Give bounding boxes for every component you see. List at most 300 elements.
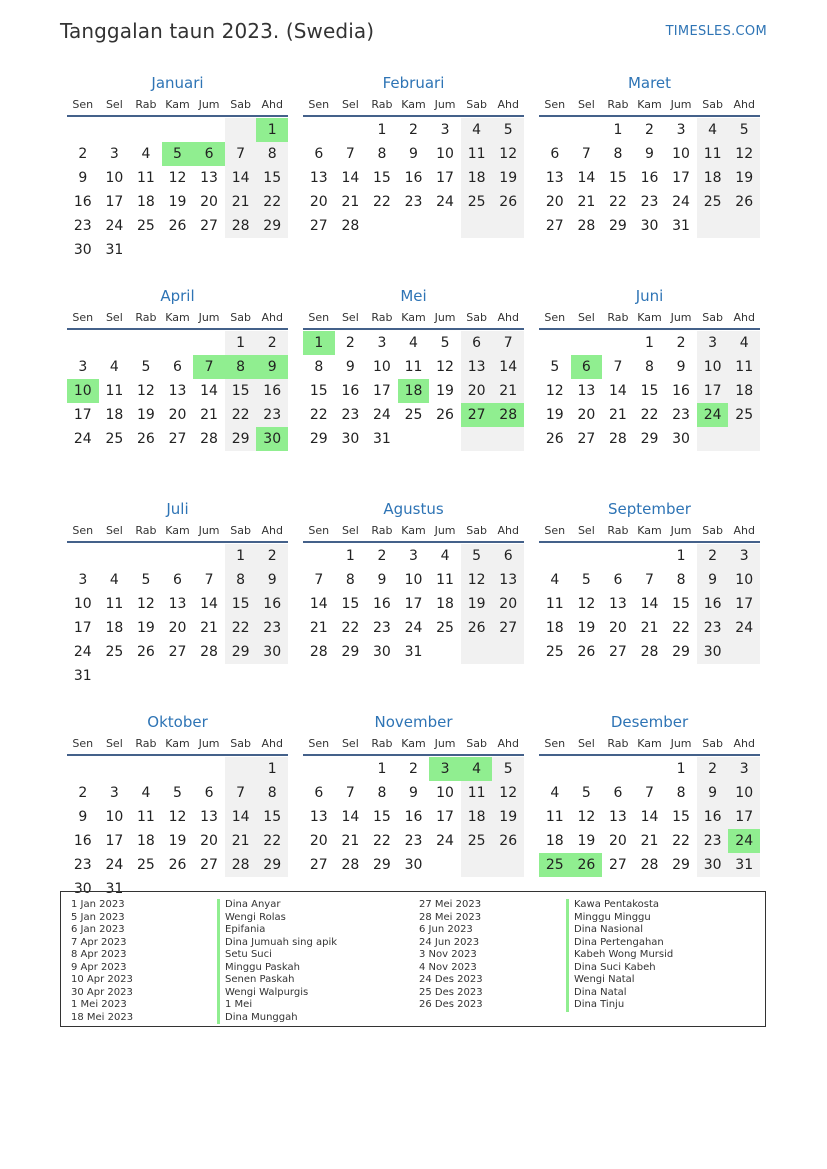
- day-cell[interactable]: 1: [645, 335, 654, 351]
- day-cell[interactable]: 23: [672, 407, 690, 423]
- day-cell[interactable]: 12: [168, 809, 187, 825]
- day-cell[interactable]: 5: [141, 572, 151, 588]
- day-cell[interactable]: 6: [173, 359, 182, 375]
- day-cell[interactable]: 6: [492, 544, 524, 568]
- day-cell[interactable]: 12: [545, 383, 564, 399]
- day-cell[interactable]: 14: [341, 170, 360, 186]
- day-cell[interactable]: 27: [168, 431, 187, 447]
- day-cell[interactable]: 15: [640, 383, 659, 399]
- day-cell[interactable]: 21: [609, 407, 627, 423]
- holiday-day-cell[interactable]: 24: [728, 829, 760, 853]
- day-cell[interactable]: 19: [545, 407, 564, 423]
- day-cell[interactable]: 23: [256, 616, 288, 640]
- day-cell[interactable]: 14: [640, 809, 659, 825]
- day-cell[interactable]: 28: [200, 431, 218, 447]
- day-cell[interactable]: 27: [200, 218, 218, 234]
- day-cell[interactable]: 21: [640, 620, 659, 636]
- day-cell[interactable]: 27: [545, 218, 564, 234]
- day-cell[interactable]: 5: [728, 118, 760, 142]
- day-cell[interactable]: 9: [409, 785, 418, 801]
- day-cell[interactable]: 14: [200, 596, 218, 612]
- day-cell[interactable]: 5: [440, 335, 450, 351]
- day-cell[interactable]: 5: [581, 572, 591, 588]
- day-cell[interactable]: 10: [436, 785, 454, 801]
- day-cell[interactable]: 2: [676, 335, 686, 351]
- day-cell[interactable]: 16: [404, 809, 423, 825]
- day-cell[interactable]: 3: [676, 122, 686, 138]
- day-cell[interactable]: 14: [640, 596, 659, 612]
- day-cell[interactable]: 3: [697, 331, 729, 355]
- day-cell[interactable]: 21: [225, 829, 257, 853]
- day-cell[interactable]: 15: [373, 170, 391, 186]
- day-cell[interactable]: 7: [645, 572, 654, 588]
- day-cell[interactable]: 9: [377, 572, 387, 588]
- day-cell[interactable]: 4: [109, 359, 119, 375]
- day-cell[interactable]: 18: [137, 833, 155, 849]
- day-cell[interactable]: 14: [225, 166, 257, 190]
- holiday-day-cell[interactable]: 9: [256, 355, 288, 379]
- day-cell[interactable]: 30: [640, 218, 659, 234]
- day-cell[interactable]: 3: [377, 335, 387, 351]
- day-cell[interactable]: 31: [373, 431, 391, 447]
- day-cell[interactable]: 2: [409, 122, 418, 138]
- day-cell[interactable]: 29: [672, 857, 690, 873]
- day-cell[interactable]: 4: [141, 785, 151, 801]
- day-cell[interactable]: 16: [672, 383, 690, 399]
- day-cell[interactable]: 21: [225, 190, 257, 214]
- day-cell[interactable]: 8: [676, 785, 686, 801]
- day-cell[interactable]: 25: [137, 218, 155, 234]
- day-cell[interactable]: 15: [225, 592, 257, 616]
- day-cell[interactable]: 18: [461, 805, 493, 829]
- day-cell[interactable]: 21: [200, 620, 218, 636]
- day-cell[interactable]: 13: [309, 809, 328, 825]
- day-cell[interactable]: 24: [105, 218, 124, 234]
- day-cell[interactable]: 19: [577, 620, 596, 636]
- day-cell[interactable]: 26: [137, 644, 155, 660]
- day-cell[interactable]: 27: [609, 644, 627, 660]
- day-cell[interactable]: 26: [168, 857, 187, 873]
- day-cell[interactable]: 23: [404, 194, 423, 210]
- day-cell[interactable]: 1: [345, 548, 355, 564]
- day-cell[interactable]: 14: [309, 596, 328, 612]
- holiday-day-cell[interactable]: 27: [461, 403, 493, 427]
- day-cell[interactable]: 3: [728, 544, 760, 568]
- day-cell[interactable]: 20: [200, 194, 218, 210]
- day-cell[interactable]: 26: [492, 829, 524, 853]
- day-cell[interactable]: 30: [404, 857, 423, 873]
- day-cell[interactable]: 26: [461, 616, 493, 640]
- day-cell[interactable]: 10: [728, 568, 760, 592]
- day-cell[interactable]: 3: [409, 548, 418, 564]
- day-cell[interactable]: 29: [256, 214, 288, 238]
- day-cell[interactable]: 13: [200, 809, 218, 825]
- day-cell[interactable]: 17: [105, 194, 124, 210]
- day-cell[interactable]: 2: [256, 331, 288, 355]
- day-cell[interactable]: 22: [609, 194, 627, 210]
- day-cell[interactable]: 17: [373, 383, 391, 399]
- day-cell[interactable]: 18: [461, 166, 493, 190]
- day-cell[interactable]: 23: [73, 857, 92, 873]
- day-cell[interactable]: 29: [341, 644, 360, 660]
- day-cell[interactable]: 22: [256, 190, 288, 214]
- day-cell[interactable]: 17: [436, 170, 454, 186]
- day-cell[interactable]: 23: [73, 218, 92, 234]
- day-cell[interactable]: 20: [168, 407, 187, 423]
- day-cell[interactable]: 6: [613, 572, 623, 588]
- day-cell[interactable]: 19: [461, 592, 493, 616]
- day-cell[interactable]: 30: [697, 640, 729, 664]
- day-cell[interactable]: 4: [728, 331, 760, 355]
- day-cell[interactable]: 22: [373, 194, 391, 210]
- day-cell[interactable]: 10: [672, 146, 690, 162]
- day-cell[interactable]: 10: [404, 572, 423, 588]
- day-cell[interactable]: 11: [105, 596, 124, 612]
- day-cell[interactable]: 19: [577, 833, 596, 849]
- day-cell[interactable]: 6: [314, 146, 324, 162]
- day-cell[interactable]: 25: [436, 620, 454, 636]
- day-cell[interactable]: 5: [461, 544, 493, 568]
- day-cell[interactable]: 8: [645, 359, 654, 375]
- day-cell[interactable]: 26: [168, 218, 187, 234]
- holiday-day-cell[interactable]: 6: [193, 142, 225, 166]
- holiday-day-cell[interactable]: 10: [67, 379, 99, 403]
- day-cell[interactable]: 13: [577, 383, 596, 399]
- day-cell[interactable]: 1: [256, 757, 288, 781]
- day-cell[interactable]: 3: [78, 572, 88, 588]
- day-cell[interactable]: 8: [256, 781, 288, 805]
- day-cell[interactable]: 6: [173, 572, 182, 588]
- day-cell[interactable]: 11: [137, 170, 155, 186]
- day-cell[interactable]: 14: [577, 170, 596, 186]
- day-cell[interactable]: 21: [309, 620, 328, 636]
- day-cell[interactable]: 22: [373, 833, 391, 849]
- day-cell[interactable]: 10: [373, 359, 391, 375]
- day-cell[interactable]: 11: [728, 355, 760, 379]
- day-cell[interactable]: 3: [109, 785, 119, 801]
- day-cell[interactable]: 22: [225, 616, 257, 640]
- day-cell[interactable]: 19: [137, 620, 155, 636]
- day-cell[interactable]: 4: [550, 785, 560, 801]
- day-cell[interactable]: 26: [545, 431, 564, 447]
- day-cell[interactable]: 22: [309, 407, 328, 423]
- day-cell[interactable]: 2: [78, 785, 88, 801]
- day-cell[interactable]: 20: [200, 833, 218, 849]
- day-cell[interactable]: 11: [105, 383, 124, 399]
- day-cell[interactable]: 20: [168, 620, 187, 636]
- day-cell[interactable]: 4: [440, 548, 450, 564]
- day-cell[interactable]: 1: [377, 122, 387, 138]
- day-cell[interactable]: 27: [200, 857, 218, 873]
- day-cell[interactable]: 1: [225, 331, 257, 355]
- day-cell[interactable]: 31: [404, 644, 423, 660]
- day-cell[interactable]: 31: [672, 218, 690, 234]
- day-cell[interactable]: 24: [373, 407, 391, 423]
- day-cell[interactable]: 27: [309, 218, 328, 234]
- day-cell[interactable]: 6: [461, 331, 493, 355]
- day-cell[interactable]: 13: [309, 170, 328, 186]
- day-cell[interactable]: 10: [436, 146, 454, 162]
- day-cell[interactable]: 20: [545, 194, 564, 210]
- day-cell[interactable]: 28: [309, 644, 328, 660]
- day-cell[interactable]: 29: [373, 857, 391, 873]
- day-cell[interactable]: 15: [609, 170, 627, 186]
- day-cell[interactable]: 28: [225, 214, 257, 238]
- day-cell[interactable]: 26: [137, 431, 155, 447]
- day-cell[interactable]: 12: [492, 781, 524, 805]
- day-cell[interactable]: 29: [225, 427, 257, 451]
- day-cell[interactable]: 16: [73, 833, 92, 849]
- day-cell[interactable]: 10: [105, 170, 124, 186]
- day-cell[interactable]: 19: [168, 194, 187, 210]
- day-cell[interactable]: 28: [640, 857, 659, 873]
- day-cell[interactable]: 15: [341, 596, 360, 612]
- day-cell[interactable]: 30: [341, 431, 360, 447]
- day-cell[interactable]: 18: [545, 620, 564, 636]
- day-cell[interactable]: 25: [461, 190, 493, 214]
- day-cell[interactable]: 18: [105, 407, 124, 423]
- day-cell[interactable]: 8: [377, 785, 387, 801]
- day-cell[interactable]: 16: [697, 805, 729, 829]
- day-cell[interactable]: 21: [492, 379, 524, 403]
- day-cell[interactable]: 1: [613, 122, 623, 138]
- day-cell[interactable]: 20: [309, 194, 328, 210]
- day-cell[interactable]: 27: [577, 431, 596, 447]
- day-cell[interactable]: 11: [545, 596, 564, 612]
- holiday-day-cell[interactable]: 4: [461, 757, 493, 781]
- day-cell[interactable]: 5: [492, 118, 524, 142]
- day-cell[interactable]: 21: [640, 833, 659, 849]
- day-cell[interactable]: 17: [728, 592, 760, 616]
- holiday-day-cell[interactable]: 5: [162, 142, 194, 166]
- day-cell[interactable]: 2: [645, 122, 654, 138]
- day-cell[interactable]: 7: [492, 331, 524, 355]
- day-cell[interactable]: 16: [256, 379, 288, 403]
- holiday-day-cell[interactable]: 1: [303, 331, 335, 355]
- day-cell[interactable]: 24: [404, 620, 423, 636]
- day-cell[interactable]: 8: [314, 359, 324, 375]
- day-cell[interactable]: 1: [225, 544, 257, 568]
- day-cell[interactable]: 31: [728, 853, 760, 877]
- day-cell[interactable]: 23: [640, 194, 659, 210]
- day-cell[interactable]: 14: [609, 383, 627, 399]
- day-cell[interactable]: 25: [404, 407, 423, 423]
- day-cell[interactable]: 29: [640, 431, 659, 447]
- day-cell[interactable]: 27: [492, 616, 524, 640]
- day-cell[interactable]: 14: [225, 805, 257, 829]
- day-cell[interactable]: 24: [73, 431, 92, 447]
- day-cell[interactable]: 16: [697, 592, 729, 616]
- day-cell[interactable]: 17: [697, 379, 729, 403]
- day-cell[interactable]: 8: [225, 568, 257, 592]
- day-cell[interactable]: 29: [609, 218, 627, 234]
- day-cell[interactable]: 18: [436, 596, 454, 612]
- day-cell[interactable]: 15: [256, 166, 288, 190]
- day-cell[interactable]: 4: [409, 335, 418, 351]
- day-cell[interactable]: 23: [341, 407, 360, 423]
- holiday-day-cell[interactable]: 6: [571, 355, 603, 379]
- holiday-day-cell[interactable]: 8: [225, 355, 257, 379]
- day-cell[interactable]: 11: [436, 572, 454, 588]
- day-cell[interactable]: 27: [168, 644, 187, 660]
- day-cell[interactable]: 16: [73, 194, 92, 210]
- day-cell[interactable]: 29: [256, 853, 288, 877]
- day-cell[interactable]: 6: [550, 146, 560, 162]
- day-cell[interactable]: 9: [697, 781, 729, 805]
- day-cell[interactable]: 19: [492, 166, 524, 190]
- day-cell[interactable]: 16: [640, 170, 659, 186]
- day-cell[interactable]: 13: [545, 170, 564, 186]
- day-cell[interactable]: 18: [697, 166, 729, 190]
- day-cell[interactable]: 12: [168, 170, 187, 186]
- day-cell[interactable]: 21: [341, 194, 360, 210]
- day-cell[interactable]: 12: [461, 568, 493, 592]
- day-cell[interactable]: 12: [492, 142, 524, 166]
- day-cell[interactable]: 25: [105, 431, 124, 447]
- day-cell[interactable]: 7: [225, 142, 257, 166]
- day-cell[interactable]: 8: [613, 146, 623, 162]
- day-cell[interactable]: 2: [697, 757, 729, 781]
- day-cell[interactable]: 23: [404, 833, 423, 849]
- day-cell[interactable]: 11: [697, 142, 729, 166]
- day-cell[interactable]: 28: [640, 644, 659, 660]
- day-cell[interactable]: 4: [109, 572, 119, 588]
- day-cell[interactable]: 15: [373, 809, 391, 825]
- day-cell[interactable]: 8: [676, 572, 686, 588]
- day-cell[interactable]: 5: [581, 785, 591, 801]
- day-cell[interactable]: 25: [545, 644, 564, 660]
- day-cell[interactable]: 16: [404, 170, 423, 186]
- day-cell[interactable]: 9: [345, 359, 355, 375]
- day-cell[interactable]: 23: [697, 829, 729, 853]
- day-cell[interactable]: 31: [73, 668, 92, 684]
- day-cell[interactable]: 25: [461, 829, 493, 853]
- day-cell[interactable]: 15: [309, 383, 328, 399]
- day-cell[interactable]: 28: [341, 218, 360, 234]
- day-cell[interactable]: 20: [609, 833, 627, 849]
- day-cell[interactable]: 31: [105, 881, 124, 897]
- day-cell[interactable]: 2: [256, 544, 288, 568]
- day-cell[interactable]: 3: [440, 122, 450, 138]
- day-cell[interactable]: 13: [609, 809, 627, 825]
- day-cell[interactable]: 27: [309, 857, 328, 873]
- day-cell[interactable]: 22: [672, 833, 690, 849]
- day-cell[interactable]: 11: [404, 359, 423, 375]
- day-cell[interactable]: 4: [697, 118, 729, 142]
- day-cell[interactable]: 11: [545, 809, 564, 825]
- day-cell[interactable]: 11: [137, 809, 155, 825]
- holiday-day-cell[interactable]: 1: [256, 118, 288, 142]
- day-cell[interactable]: 15: [225, 379, 257, 403]
- day-cell[interactable]: 15: [256, 805, 288, 829]
- day-cell[interactable]: 27: [609, 857, 627, 873]
- day-cell[interactable]: 7: [225, 781, 257, 805]
- day-cell[interactable]: 16: [341, 383, 360, 399]
- day-cell[interactable]: 20: [492, 592, 524, 616]
- day-cell[interactable]: 13: [200, 170, 218, 186]
- day-cell[interactable]: 12: [577, 596, 596, 612]
- holiday-day-cell[interactable]: 24: [697, 403, 729, 427]
- day-cell[interactable]: 12: [137, 596, 155, 612]
- day-cell[interactable]: 16: [256, 592, 288, 616]
- day-cell[interactable]: 7: [345, 146, 355, 162]
- day-cell[interactable]: 25: [697, 190, 729, 214]
- day-cell[interactable]: 22: [672, 620, 690, 636]
- day-cell[interactable]: 14: [492, 355, 524, 379]
- day-cell[interactable]: 25: [137, 857, 155, 873]
- day-cell[interactable]: 13: [168, 596, 187, 612]
- day-cell[interactable]: 9: [676, 359, 686, 375]
- holiday-day-cell[interactable]: 26: [571, 853, 603, 877]
- day-cell[interactable]: 30: [672, 431, 690, 447]
- day-cell[interactable]: 21: [577, 194, 596, 210]
- day-cell[interactable]: 2: [377, 548, 387, 564]
- day-cell[interactable]: 5: [141, 359, 151, 375]
- day-cell[interactable]: 30: [697, 853, 729, 877]
- day-cell[interactable]: 14: [341, 809, 360, 825]
- day-cell[interactable]: 13: [492, 568, 524, 592]
- day-cell[interactable]: 24: [672, 194, 690, 210]
- day-cell[interactable]: 18: [545, 833, 564, 849]
- day-cell[interactable]: 4: [550, 572, 560, 588]
- holiday-day-cell[interactable]: 28: [492, 403, 524, 427]
- day-cell[interactable]: 18: [728, 379, 760, 403]
- day-cell[interactable]: 21: [341, 833, 360, 849]
- day-cell[interactable]: 17: [672, 170, 690, 186]
- day-cell[interactable]: 26: [436, 407, 454, 423]
- day-cell[interactable]: 23: [373, 620, 391, 636]
- day-cell[interactable]: 13: [168, 383, 187, 399]
- day-cell[interactable]: 8: [377, 146, 387, 162]
- day-cell[interactable]: 1: [676, 761, 686, 777]
- day-cell[interactable]: 26: [728, 190, 760, 214]
- day-cell[interactable]: 24: [105, 857, 124, 873]
- day-cell[interactable]: 12: [436, 359, 454, 375]
- day-cell[interactable]: 19: [492, 805, 524, 829]
- day-cell[interactable]: 10: [697, 355, 729, 379]
- day-cell[interactable]: 4: [461, 118, 493, 142]
- day-cell[interactable]: 19: [728, 166, 760, 190]
- day-cell[interactable]: 11: [461, 781, 493, 805]
- day-cell[interactable]: 14: [200, 383, 218, 399]
- day-cell[interactable]: 22: [225, 403, 257, 427]
- day-cell[interactable]: 6: [314, 785, 324, 801]
- day-cell[interactable]: 5: [492, 757, 524, 781]
- day-cell[interactable]: 23: [697, 616, 729, 640]
- day-cell[interactable]: 2: [697, 544, 729, 568]
- day-cell[interactable]: 10: [73, 596, 92, 612]
- day-cell[interactable]: 17: [105, 833, 124, 849]
- day-cell[interactable]: 19: [168, 833, 187, 849]
- day-cell[interactable]: 31: [105, 242, 124, 258]
- day-cell[interactable]: 25: [105, 644, 124, 660]
- day-cell[interactable]: 1: [676, 548, 686, 564]
- day-cell[interactable]: 28: [200, 644, 218, 660]
- day-cell[interactable]: 28: [341, 857, 360, 873]
- holiday-day-cell[interactable]: 18: [398, 379, 430, 403]
- day-cell[interactable]: 22: [640, 407, 659, 423]
- day-cell[interactable]: 24: [73, 644, 92, 660]
- day-cell[interactable]: 30: [373, 644, 391, 660]
- day-cell[interactable]: 20: [461, 379, 493, 403]
- day-cell[interactable]: 8: [256, 142, 288, 166]
- day-cell[interactable]: 13: [609, 596, 627, 612]
- day-cell[interactable]: 17: [404, 596, 423, 612]
- holiday-day-cell[interactable]: 3: [429, 757, 461, 781]
- day-cell[interactable]: 8: [345, 572, 355, 588]
- day-cell[interactable]: 28: [577, 218, 596, 234]
- day-cell[interactable]: 5: [550, 359, 560, 375]
